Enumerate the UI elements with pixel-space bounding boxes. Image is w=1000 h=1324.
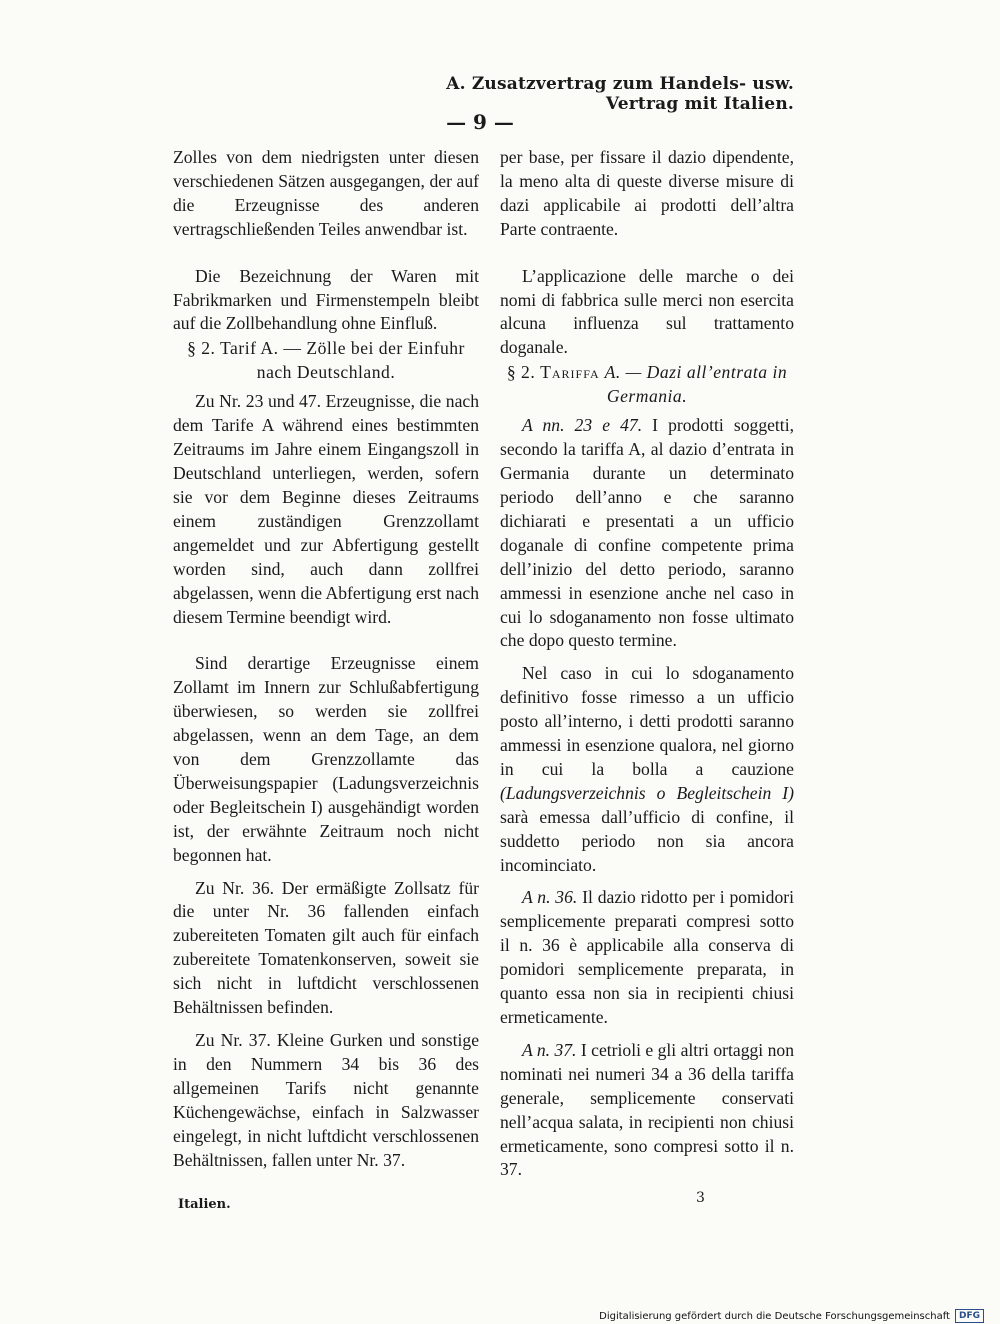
italian-paragraph-4-a: Nel caso in cui lo sdoganamento definitivo fosse rimesso a un ufficio posto all’interno, i detti prodotti saranno ammessi in esenzione qualora, nel giorno in cui la bolla a cauzione [500,663,794,779]
german-paragraph-3: Zu Nr. 23 und 47. Erzeugnisse, die nach dem Tarife A während eines bestimmten Zeitraums im Jahre einem Eingangszoll in Deutschland unterliegen, werden, sofern sie vor dem Beginne dieses Zeitraums einem zuständigen Grenzzollamt angemeldet und zur Abfertigung gestellt worden sind, auch dann zollfrei abgelassen, wenn die Abfertigung erst nach diesem Termine beendigt wird. [173,391,479,627]
italian-paragraph-4-italic: (Ladungsverzeichnis o Begleitschein I) [500,782,794,803]
italian-column [500,146,794,1182]
italian-paragraph-3 [500,414,794,653]
italian-paragraph-5 [500,886,794,1029]
german-column [173,146,479,1172]
digitization-notice [599,1309,984,1323]
italian-paragraph-4 [500,662,794,877]
italian-paragraph-4-b: sarà emessa dall’ufficio di confine, il suddetto periodo non sia ancora incominciato. [500,806,794,875]
german-section-heading: § 2. Tarif A. — Zölle bei der Einfuhr nach Deutschland. [187,338,465,383]
italian-heading-prefix: § 2. [506,362,536,383]
running-head: A. Zusatzvertrag zum Handels- usw. Vertrag mit Italien. [446,74,794,114]
german-paragraph-6: Zu Nr. 37. Kleine Gurken und sonstige in den Nummern 34 bis 36 des allgemeinen Tarifs nicht genannte Küchengewächse, einfach in Salzwasser eingelegt, in nicht luftdicht verschlossenen Behältnissen, fallen unter Nr. 37. [173,1030,479,1170]
italian-heading-tariffa: Tariffa [540,362,600,383]
italian-paragraph-3-text: I prodotti soggetti, secondo la tariffa A, al dazio d’entrata in Germania durante un determinato periodo dell’anno e che saranno dichiarati e presentati a un ufficio doganale di confine competente prima dell’inizio del detto periodo, saranno ammessi in esenzione anche nel caso in cui lo sdoganamento non fosse ultimato che dopo questo termine. [500,415,794,651]
digitization-notice-text: Digitalisierung gefördert durch die Deutsche Forschungsgemeinschaft [599,1310,950,1322]
italian-paragraph-6-lead: A n. 37. [522,1039,577,1060]
footer-signature: Italien. [178,1197,231,1212]
german-paragraph-1: Zolles von dem niedrigsten unter diesen verschiedenen Sätzen ausgegangen, der auf die Erzeugnisse des anderen vertragschließenden Teiles anwendbar ist. [173,147,479,239]
german-paragraph-4: Sind derartige Erzeugnisse einem Zollamt im Innern zur Schlußabfertigung überwiesen, so werden sie zollfrei abgelassen, wenn an dem Tage, an dem von dem Grenzzollamte das Überweisungspapier (Ladungsverzeichnis oder Begleitschein I) ausgehändigt worden ist, der erwähnte Zeitraum noch nicht begonnen hat. [173,653,479,865]
dfg-logo-icon: DFG [955,1309,984,1323]
italian-paragraph-3-lead: A nn. 23 e 47. [522,415,643,436]
italian-paragraph-5-text: Il dazio ridotto per i pomidori semplicemente preparati compresi sotto il n. 36 è applicabile alla conserva di pomidori semplicemente preparata, in quanto essa non sia in recipienti chiusi ermeticamente. [500,887,794,1027]
page-number: — 9 — [446,110,514,134]
italian-paragraph-6-text: I cetrioli e gli altri ortaggi non nominati nei numeri 34 a 36 della tariffa generale, semplicemente conservati nell’acqua salata, in recipienti non chiusi ermeticamente, sono compresi sotto il n. 37. [500,1039,794,1180]
italian-heading-title: A. — Dazi all’entrata in Germania. [604,362,788,407]
german-paragraph-2: Die Bezeichnung der Waren mit Fabrikmarken und Firmenstempeln bleibt auf die Zollbehandlung ohne Einfluß. [173,265,479,334]
italian-section-heading [500,360,794,408]
german-paragraph-5: Zu Nr. 36. Der ermäßigte Zollsatz für die unter Nr. 36 fallenden einfach zubereiteten Tomaten gilt auch für einfach zubereitete Tomatenkonserven, soweit sie sich nicht in luftdicht verschlossenen Behältnissen befinden. [173,877,479,1018]
italian-paragraph-2: L’applicazione delle marche o dei nomi di fabbrica sulle merci non esercita alcuna influenza sul trattamento doganale. [500,265,794,358]
footer-sheet-number: 3 [696,1190,705,1206]
italian-paragraph-1: per base, per fissare il dazio dipendente, la meno alta di queste diverse misure di dazi applicabile ai prodotti dell’altra Parte contraente. [500,147,794,239]
italian-paragraph-5-lead: A n. 36. [522,887,578,908]
italian-paragraph-6 [500,1039,794,1182]
